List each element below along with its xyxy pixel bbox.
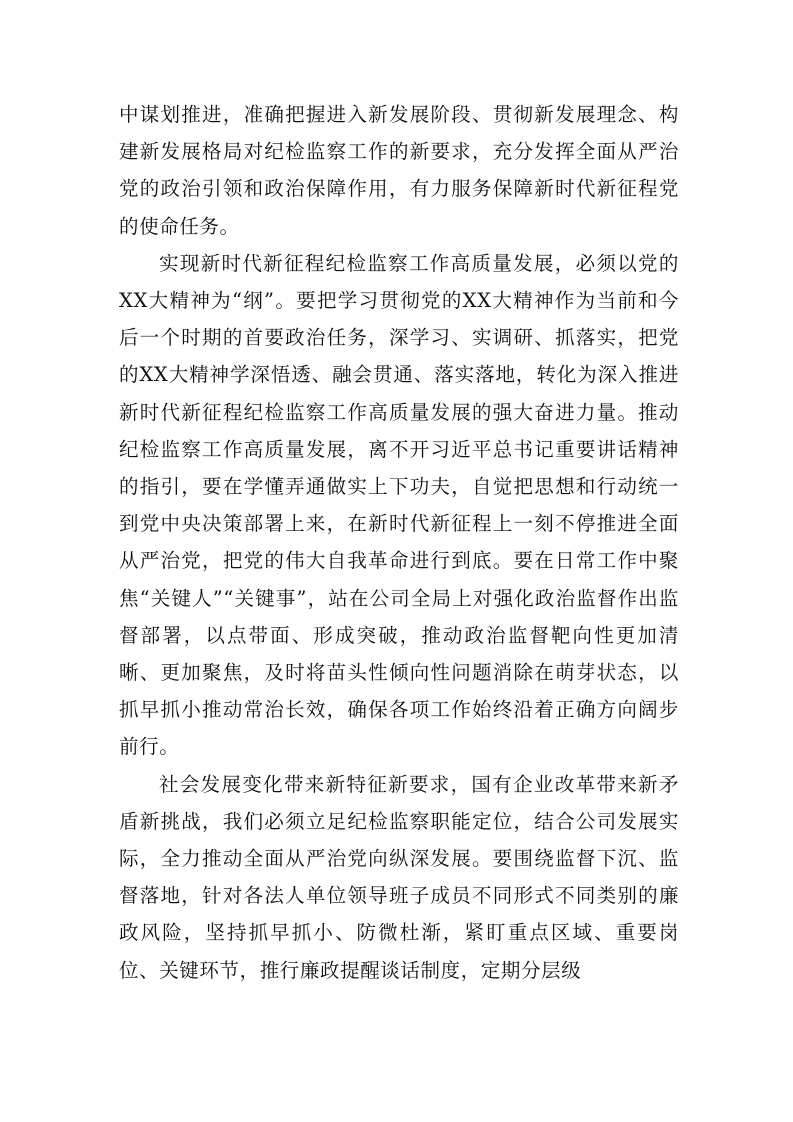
paragraph-2: 实现新时代新征程纪检监察工作高质量发展，必须以党的XX大精神为“纲”。要把学习贯彻党的XX大精神作为当前和今后一个时期的首要政治任务，深学习、实调研、抓落实，把党的XX大精神学深悟透、融会贯通、落实落地，转化为深入推进新时代新征程纪检监察工作高质量发展的强大奋进力量。推动纪检监察工作高质量发展，离不开习近平总书记重要讲话精神的指引，要在学懂弄通做实上下功夫，自觉把思想和行动统一到党中央决策部署上来，在新时代新征程上一刻不停推进全面从严治党，把党的伟大自我革命进行到底。要在日常工作中聚焦“关键人”“关键事”，站在公司全局上对强化政治监督作出监督部署，以点带面、形成突破，推动政治监督靶向性更加清晰、更加聚焦，及时将苗头性倾向性问题消除在萌芽状态，以抓早抓小推动常治长效，确保各项工作始终沿着正确方向阔步前行。: [119, 251, 679, 759]
paragraph-1: 中谋划推进，准确把握进入新发展阶段、贯彻新发展理念、构建新发展格局对纪检监察工作的新要求，充分发挥全面从严治党的政治引领和政治保障作用，有力服务保障新时代新征程党的使命任务。: [119, 103, 679, 238]
document-body: [119, 96, 679, 989]
paragraph-3: 社会发展变化带来新特征新要求，国有企业改革带来新矛盾新挑战，我们必须立足纪检监察职能定位，结合公司发展实际，全力推动全面从严治党向纵深发展。要围绕监督下沉、监督落地，针对各法人单位领导班子成员不同形式不同类别的廉政风险，坚持抓早抓小、防微杜渐，紧盯重点区域、重要岗位、关键环节，推行廉政提醒谈话制度，定期分层级: [119, 772, 679, 982]
